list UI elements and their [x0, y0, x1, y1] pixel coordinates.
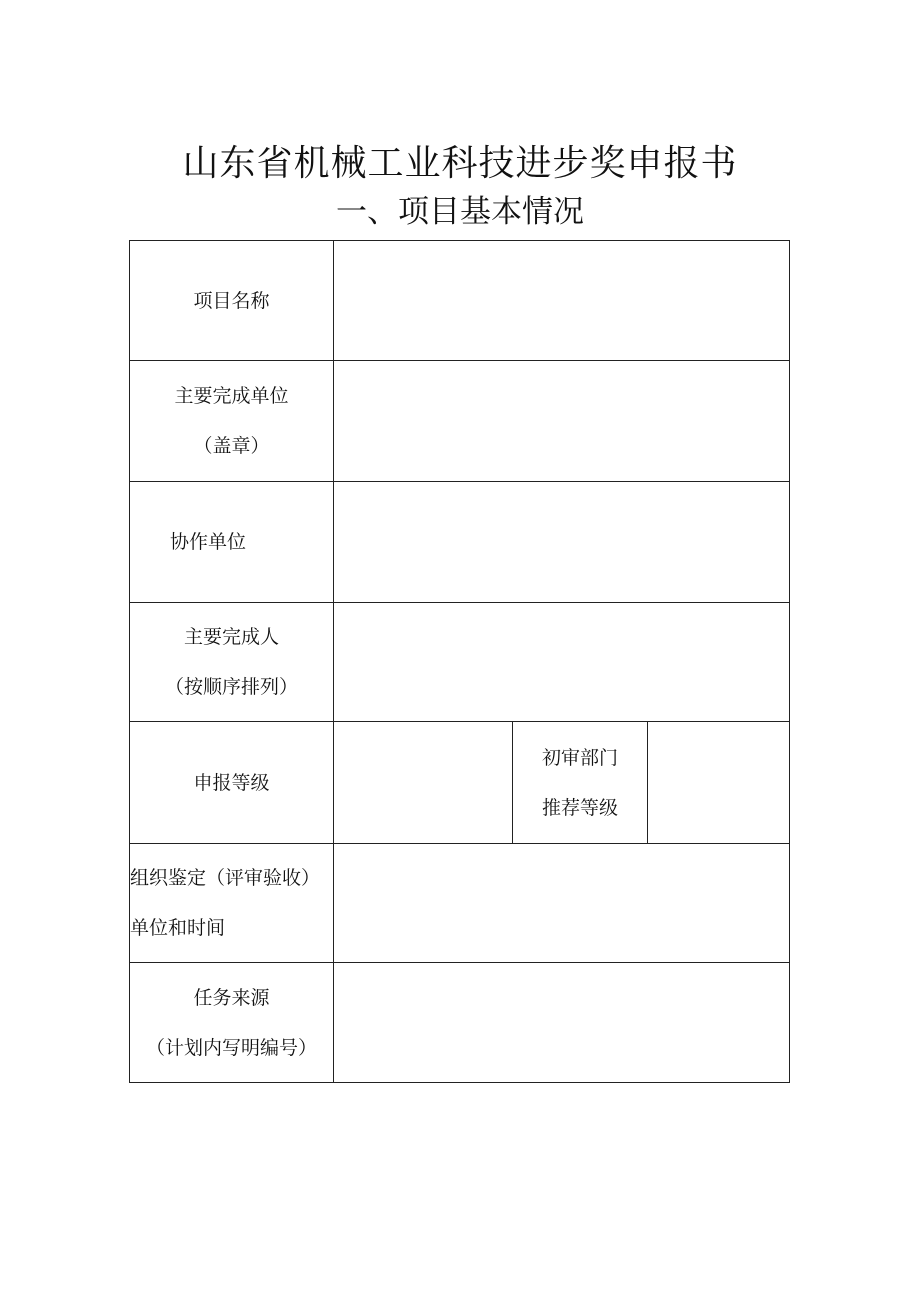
appraisal-label: [130, 844, 333, 962]
page-title: 山东省机械工业科技进步奖申报书: [182, 143, 738, 184]
cooperating-unit-field[interactable]: [334, 482, 789, 602]
main-unit-label-line2: （盖章）: [193, 435, 270, 457]
project-name-label-text: 项目名称: [193, 289, 270, 312]
main-unit-label-line1: 主要完成单位: [174, 385, 289, 407]
main-unit-field[interactable]: [334, 361, 789, 481]
apply-level-label: [130, 722, 333, 843]
project-info-table: [129, 240, 790, 1083]
main-person-label-line1: 主要完成人: [183, 626, 279, 648]
cooperating-unit-label-text: 协作单位: [170, 531, 247, 553]
project-name-label: [130, 241, 333, 360]
appraisal-field[interactable]: [334, 844, 789, 962]
initial-review-label-line1: 初审部门: [541, 746, 618, 769]
initial-review-label-line2: 推荐等级: [541, 796, 618, 819]
initial-review-field[interactable]: [648, 722, 789, 843]
main-person-label: [130, 603, 333, 721]
appraisal-label-line1: 组织鉴定（评审验收）: [130, 867, 321, 889]
project-name-field[interactable]: [334, 241, 789, 360]
apply-level-label-text: 申报等级: [193, 771, 270, 794]
cooperating-unit-label: [170, 482, 333, 602]
main-person-label-line2: （按顺序排列）: [164, 676, 298, 698]
task-source-label-line1: 任务来源: [193, 986, 270, 1009]
appraisal-label-line2: 单位和时间: [130, 917, 226, 939]
main-unit-label: [130, 361, 333, 481]
section-title: 一、项目基本情况: [336, 194, 584, 230]
task-source-field[interactable]: [334, 963, 789, 1082]
initial-review-label: [513, 722, 647, 843]
task-source-label: [130, 963, 333, 1082]
task-source-label-line2: （计划内写明编号）: [145, 1036, 317, 1059]
main-person-field[interactable]: [334, 603, 789, 721]
apply-level-field[interactable]: [334, 722, 512, 843]
